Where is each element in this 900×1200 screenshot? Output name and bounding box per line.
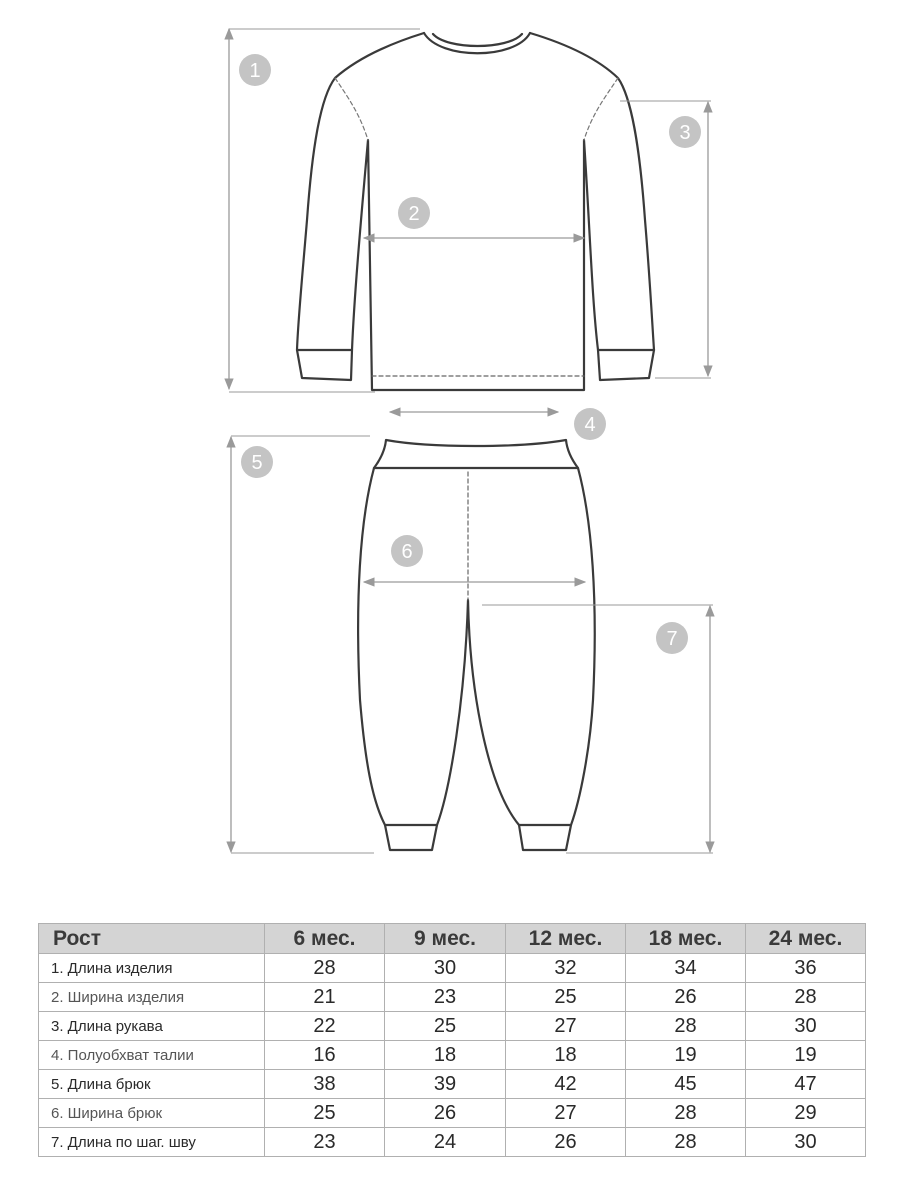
table-cell: 16 <box>265 1041 385 1070</box>
table-cell: 26 <box>506 1128 626 1157</box>
table-cell: 38 <box>265 1070 385 1099</box>
sweatshirt-drawing <box>297 33 654 390</box>
size-chart-table <box>38 923 866 1157</box>
table-row <box>39 1041 866 1070</box>
table-row <box>39 983 866 1012</box>
table-cell: 28 <box>265 954 385 983</box>
table-cell: 19 <box>746 1041 866 1070</box>
table-cell: 22 <box>265 1012 385 1041</box>
table-cell: 30 <box>746 1128 866 1157</box>
table-cell: 32 <box>506 954 626 983</box>
table-cell: 19 <box>626 1041 746 1070</box>
table-cell: 30 <box>746 1012 866 1041</box>
svg-text:7: 7 <box>666 628 678 650</box>
marker-badge-2 <box>398 197 430 229</box>
table-cell: 47 <box>746 1070 866 1099</box>
marker-badge-3 <box>669 116 701 148</box>
table-row <box>39 1012 866 1041</box>
table-cell: 18 <box>385 1041 506 1070</box>
row-label: 6. Ширина брюк <box>39 1099 265 1128</box>
row-label: 4. Полуобхват талии <box>39 1041 265 1070</box>
svg-text:5: 5 <box>251 452 263 474</box>
marker-badge-5 <box>241 446 273 478</box>
marker-badge-1 <box>239 54 271 86</box>
table-cell: 42 <box>506 1070 626 1099</box>
table-row <box>39 1128 866 1157</box>
table-cell: 30 <box>385 954 506 983</box>
table-cell: 23 <box>385 983 506 1012</box>
header-height: Рост <box>39 924 265 954</box>
row-label: 3. Длина рукава <box>39 1012 265 1041</box>
table-header-row <box>39 924 866 954</box>
table-cell: 28 <box>626 1128 746 1157</box>
table-cell: 25 <box>265 1099 385 1128</box>
table-cell: 39 <box>385 1070 506 1099</box>
table-cell: 18 <box>506 1041 626 1070</box>
header-size-col: 6 мес. <box>265 924 385 954</box>
dimension-lines <box>229 29 713 853</box>
marker-badge-4 <box>574 408 606 440</box>
svg-text:2: 2 <box>408 203 420 225</box>
table-cell: 27 <box>506 1012 626 1041</box>
table-cell: 26 <box>385 1099 506 1128</box>
marker-badge-7 <box>656 622 688 654</box>
table-cell: 23 <box>265 1128 385 1157</box>
svg-text:3: 3 <box>679 122 691 144</box>
table-row <box>39 1070 866 1099</box>
row-label: 2. Ширина изделия <box>39 983 265 1012</box>
marker-badge-6 <box>391 535 423 567</box>
header-size-col: 12 мес. <box>506 924 626 954</box>
table-cell: 28 <box>626 1012 746 1041</box>
header-size-col: 9 мес. <box>385 924 506 954</box>
header-size-col: 24 мес. <box>746 924 866 954</box>
table-cell: 28 <box>746 983 866 1012</box>
table-row <box>39 954 866 983</box>
row-label: 7. Длина по шаг. шву <box>39 1128 265 1157</box>
table-row <box>39 1099 866 1128</box>
table-cell: 27 <box>506 1099 626 1128</box>
trousers-drawing <box>358 440 595 850</box>
table-cell: 25 <box>506 983 626 1012</box>
table-cell: 26 <box>626 983 746 1012</box>
svg-text:4: 4 <box>584 414 596 436</box>
table-cell: 45 <box>626 1070 746 1099</box>
table-cell: 28 <box>626 1099 746 1128</box>
table-cell: 29 <box>746 1099 866 1128</box>
svg-text:6: 6 <box>401 541 413 563</box>
header-size-col: 18 мес. <box>626 924 746 954</box>
table-cell: 34 <box>626 954 746 983</box>
row-label: 5. Длина брюк <box>39 1070 265 1099</box>
table-cell: 21 <box>265 983 385 1012</box>
table-cell: 24 <box>385 1128 506 1157</box>
row-label: 1. Длина изделия <box>39 954 265 983</box>
table-cell: 36 <box>746 954 866 983</box>
table-cell: 25 <box>385 1012 506 1041</box>
svg-text:1: 1 <box>249 60 261 82</box>
